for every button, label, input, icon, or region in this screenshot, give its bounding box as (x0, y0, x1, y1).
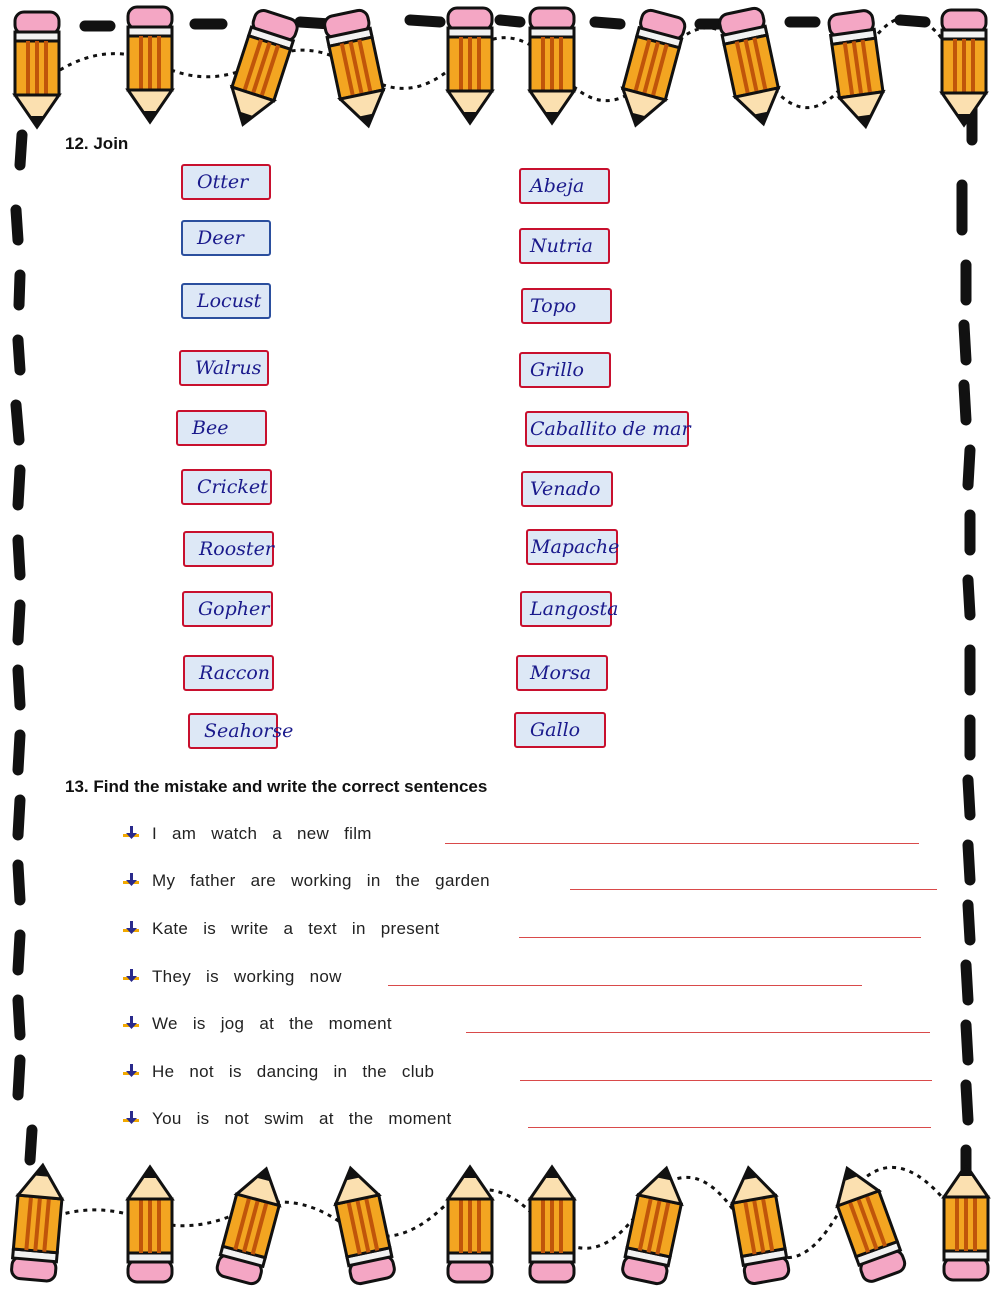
sentence-row (122, 965, 342, 989)
sentence-row (122, 1107, 452, 1131)
right-word-venado[interactable]: Venado (521, 471, 613, 507)
answer-input-3[interactable] (519, 917, 921, 938)
left-word-seahorse[interactable]: Seahorse (188, 713, 278, 749)
answer-input-2[interactable] (570, 869, 937, 890)
section-12-title: 12. Join (65, 134, 129, 153)
right-word-mapache[interactable]: Mapache (526, 529, 618, 565)
right-word-morsa[interactable]: Morsa (516, 655, 608, 691)
answer-input-7[interactable] (528, 1107, 931, 1128)
arrow-bullet-icon (122, 1110, 140, 1128)
arrow-bullet-icon (122, 920, 140, 938)
sentence-row (122, 1060, 434, 1084)
sentence-text: I am watch a new film (152, 824, 372, 843)
sentence-text: Kate is write a text in present (152, 919, 440, 938)
left-word-raccon[interactable]: Raccon (183, 655, 274, 691)
right-word-gallo[interactable]: Gallo (514, 712, 606, 748)
sentence-row (122, 822, 372, 846)
sentence-text: My father are working in the garden (152, 871, 490, 890)
sentence-row (122, 917, 440, 941)
right-word-abeja[interactable]: Abeja (519, 168, 610, 204)
sentence-text: You is not swim at the moment (152, 1109, 452, 1128)
arrow-bullet-icon (122, 1063, 140, 1081)
arrow-bullet-icon (122, 1015, 140, 1033)
arrow-bullet-icon (122, 825, 140, 843)
right-word-caballito-de-mar[interactable]: Caballito de mar (525, 411, 689, 447)
left-word-cricket[interactable]: Cricket (181, 469, 272, 505)
answer-input-1[interactable] (445, 823, 919, 844)
arrow-bullet-icon (122, 872, 140, 890)
right-word-langosta[interactable]: Langosta (520, 591, 612, 627)
sentence-row (122, 869, 490, 893)
answer-input-5[interactable] (466, 1012, 930, 1033)
left-word-locust[interactable]: Locust (181, 283, 271, 319)
left-word-walrus[interactable]: Walrus (179, 350, 269, 386)
answer-input-6[interactable] (520, 1060, 932, 1081)
left-word-bee[interactable]: Bee (176, 410, 267, 446)
left-word-gopher[interactable]: Gopher (182, 591, 273, 627)
section-13-title: 13. Find the mistake and write the correct sentences (65, 777, 488, 796)
answer-input-4[interactable] (388, 965, 862, 986)
left-word-rooster[interactable]: Rooster (183, 531, 274, 567)
sentence-text: We is jog at the moment (152, 1014, 392, 1033)
right-word-nutria[interactable]: Nutria (519, 228, 610, 264)
right-word-grillo[interactable]: Grillo (519, 352, 611, 388)
sentence-text: They is working now (152, 967, 342, 986)
left-word-otter[interactable]: Otter (181, 164, 271, 200)
sentence-row (122, 1012, 392, 1036)
right-word-topo[interactable]: Topo (521, 288, 612, 324)
left-word-deer[interactable]: Deer (181, 220, 271, 256)
arrow-bullet-icon (122, 968, 140, 986)
sentence-text: He not is dancing in the club (152, 1062, 435, 1081)
